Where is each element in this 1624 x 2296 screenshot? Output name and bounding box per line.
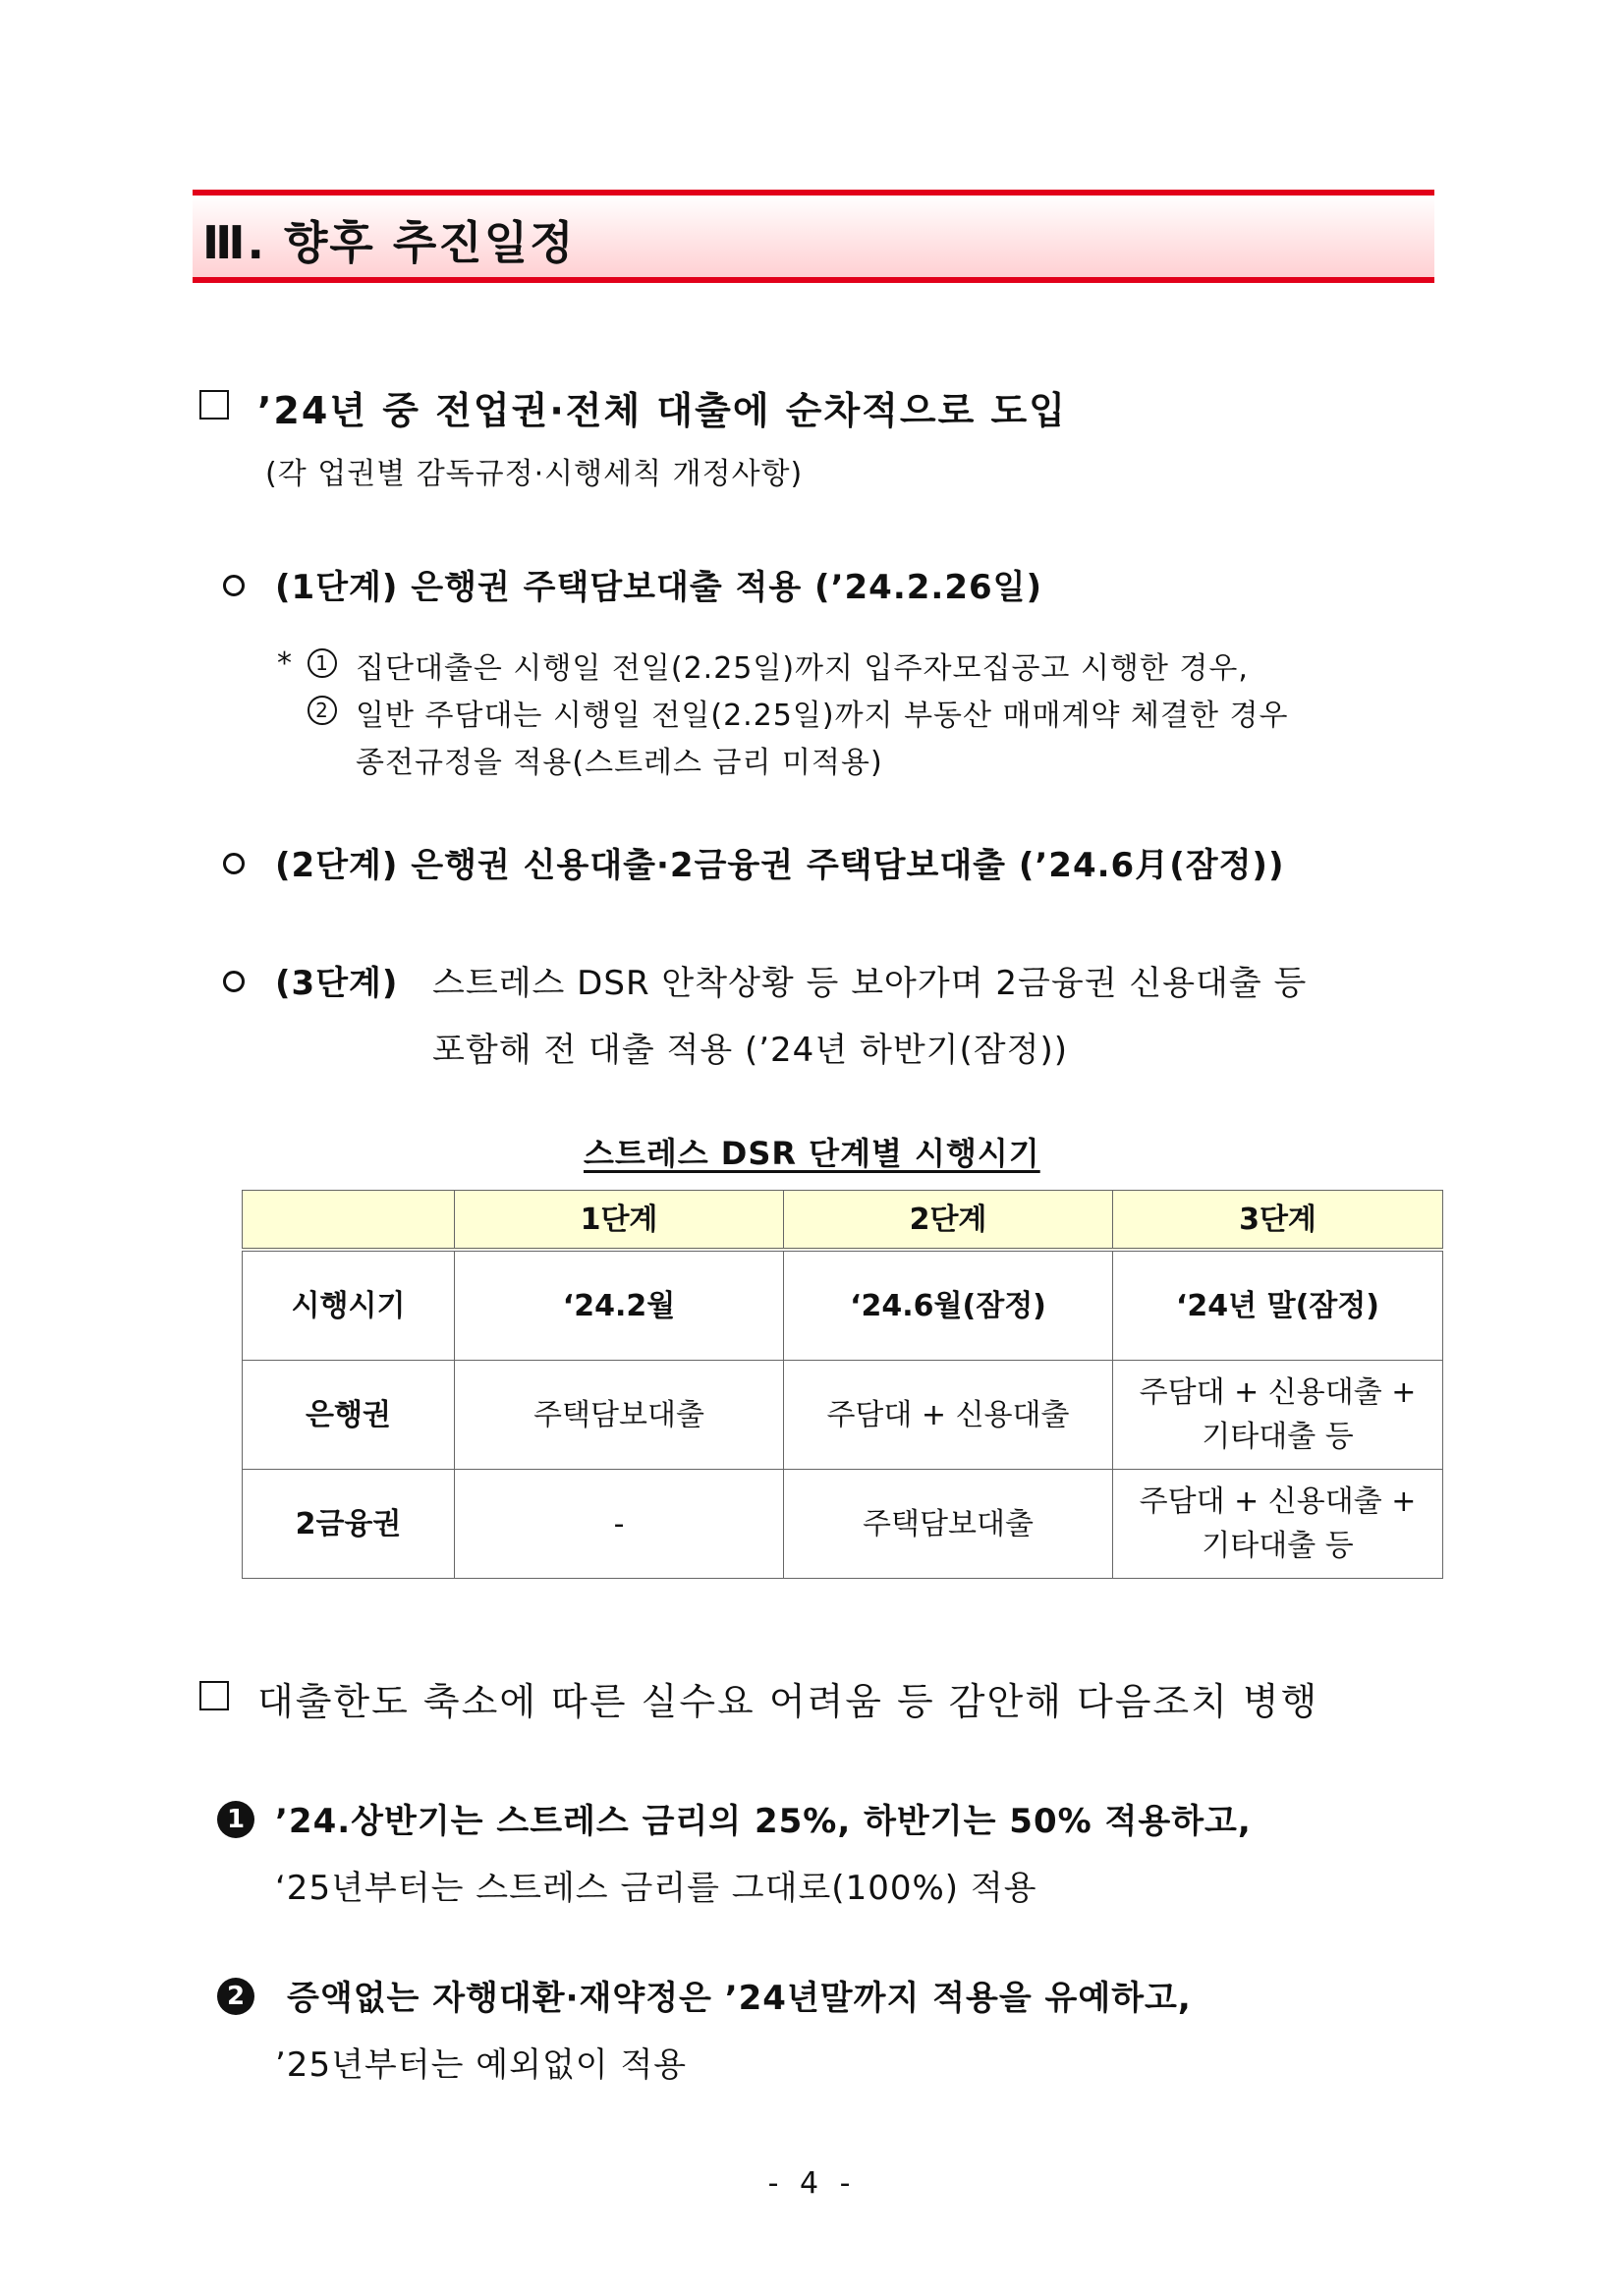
table-row <box>243 1470 1443 1579</box>
measure2-line2: ’25년부터는 예외없이 적용 <box>275 2045 688 2085</box>
stage2-title: (2단계) 은행권 신용대출·2금융권 주택담보대출 (’24.6月(잠정)) <box>275 846 1285 885</box>
cell-line: 주담대 + 신용대출 + <box>1139 1375 1417 1410</box>
cell-line: 기타대출 등 <box>1202 1529 1354 1563</box>
stage1-note2: 일반 주담대는 시행일 전일(2.25일)까지 부동산 매매계약 체결한 경우 <box>356 699 1289 733</box>
circle-bullet-icon <box>223 853 245 874</box>
cell-line: 주담대 + 신용대출 + <box>1139 1484 1417 1519</box>
table-cell: ‘24.6월(잠정) <box>784 1250 1113 1361</box>
stage-schedule-table <box>242 1190 1443 1579</box>
schedule-subnote: (각 업권별 감독규정·시행세칙 개정사항) <box>265 457 804 491</box>
schedule-heading: ’24년 중 전업권·전체 대출에 순차적으로 도입 <box>257 389 1067 432</box>
table-cell: 주택담보대출 <box>455 1361 784 1470</box>
stage1-note3: 종전규정을 적용(스트레스 금리 미적용) <box>356 746 883 780</box>
circle-bullet-icon <box>223 971 245 992</box>
table-cell: 주택담보대출 <box>784 1470 1113 1579</box>
measure2-line1: 증액없는 자행대환·재약정은 ’24년말까지 적용을 유예하고, <box>287 1979 1192 2018</box>
stage3-line1: 스트레스 DSR 안착상황 등 보아가며 2금융권 신용대출 등 <box>432 964 1308 1003</box>
section-title: Ⅲ. 향후 추진일정 <box>202 216 576 269</box>
checkbox-square-icon <box>199 390 229 420</box>
stage3-label: (3단계) <box>275 964 399 1003</box>
stage1-note2-number <box>308 691 337 725</box>
measure1-line2: ‘25년부터는 스트레스 금리를 그대로(100%) 적용 <box>275 1869 1037 1908</box>
cell-line: 기타대출 등 <box>1202 1420 1354 1454</box>
stage1-note1-number <box>308 644 337 678</box>
stage1-note-star: * <box>277 646 293 681</box>
table-title: 스트레스 DSR 단계별 시행시기 <box>584 1135 1040 1172</box>
checkbox-square-icon <box>199 1681 229 1710</box>
circle-bullet-icon <box>223 575 245 596</box>
cell-line: ‘24년 말(잠정) <box>1176 1288 1379 1323</box>
table-header-cell <box>243 1191 455 1251</box>
table-cell: - <box>455 1470 784 1579</box>
row-label: 시행시기 <box>243 1250 455 1361</box>
table-row <box>243 1361 1443 1470</box>
filled-number-two-icon: 2 <box>217 1978 254 2015</box>
table-cell: ‘24.2월 <box>455 1250 784 1361</box>
table-header-cell: 3단계 <box>1113 1191 1443 1251</box>
filled-number-one-icon: 1 <box>217 1801 254 1838</box>
row-label: 2금융권 <box>243 1470 455 1579</box>
table-header-cell: 1단계 <box>455 1191 784 1251</box>
stage1-title: (1단계) 은행권 주택담보대출 적용 (’24.2.26일) <box>275 568 1043 607</box>
table-cell <box>1113 1250 1443 1361</box>
table-cell <box>1113 1361 1443 1470</box>
measures-heading: 대출한도 축소에 따른 실수요 어려움 등 감안해 다음조치 병행 <box>257 1680 1319 1723</box>
stage1-note1: 집단대출은 시행일 전일(2.25일)까지 입주자모집공고 시행한 경우, <box>356 651 1249 686</box>
table-row <box>243 1250 1443 1361</box>
table-cell: 주담대 + 신용대출 <box>784 1361 1113 1470</box>
table-header-cell: 2단계 <box>784 1191 1113 1251</box>
circled-two-icon: 2 <box>308 696 337 725</box>
page-number: - 4 - <box>767 2166 857 2201</box>
circled-one-icon: 1 <box>308 648 337 678</box>
row-label: 은행권 <box>243 1361 455 1470</box>
table-header-row <box>243 1191 1443 1251</box>
table-cell <box>1113 1470 1443 1579</box>
measure1-line1: ’24.상반기는 스트레스 금리의 25%, 하반기는 50% 적용하고, <box>275 1802 1252 1841</box>
stage3-line2: 포함해 전 대출 적용 (’24년 하반기(잠정)) <box>432 1031 1068 1070</box>
